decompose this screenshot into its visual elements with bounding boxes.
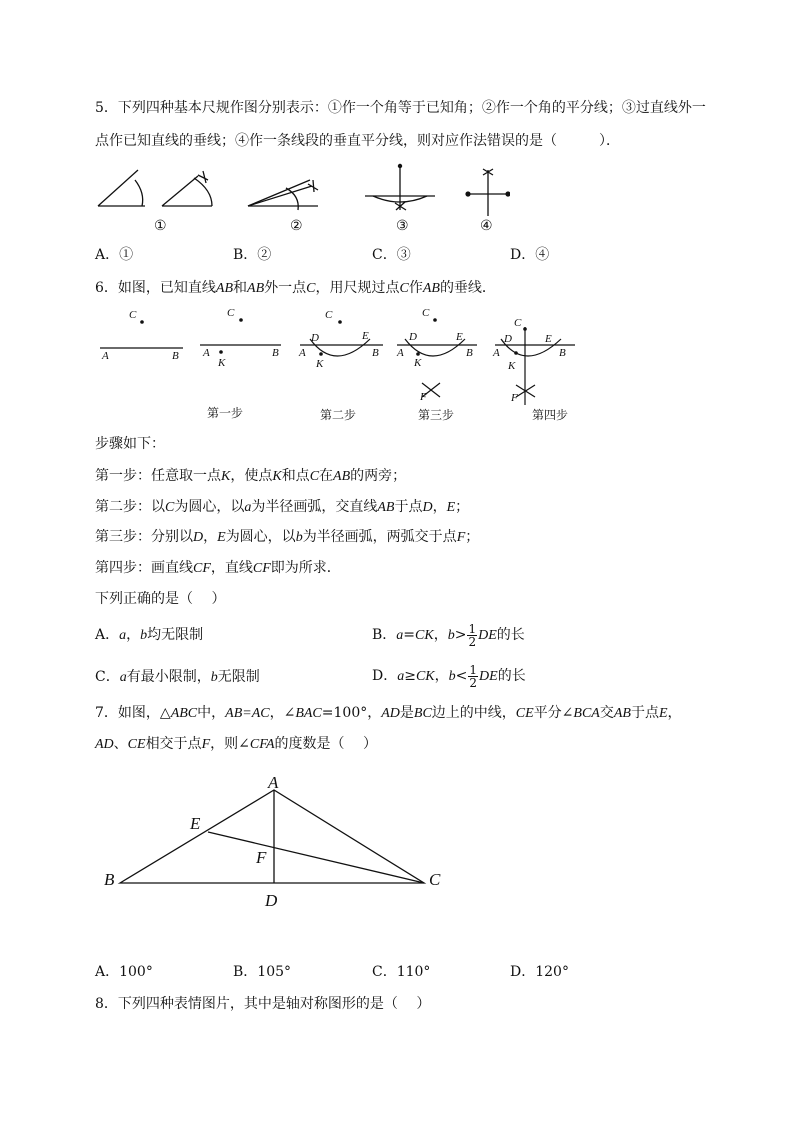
fig-label: C — [422, 307, 430, 319]
q5-option-c: C．③ — [372, 247, 411, 263]
q6-step3: 第三步：分别以D，E为圆心，以b为半径画弧，两弧交于点F； — [95, 529, 480, 545]
fig-label: A — [203, 347, 210, 359]
fig-label: B — [466, 347, 473, 359]
q7-option-b: B．105° — [233, 964, 292, 980]
q6-step1: 第一步：任意取一点K，使点K和点C在AB的两旁； — [95, 468, 407, 484]
fig-label: A — [102, 350, 109, 362]
q6-step4: 第四步：画直线CF，直线CF即为所求． — [95, 560, 341, 576]
fig1-arc — [135, 180, 143, 206]
fig2-ticks — [198, 171, 208, 183]
q8-text: 8．下列四种表情图片，其中是轴对称图形的是（ ） — [95, 996, 431, 1012]
q6-caption-4: 第四步 — [532, 408, 569, 422]
fig-label: E — [545, 333, 552, 345]
fig2-arc — [194, 178, 212, 206]
fig-label: K — [316, 358, 324, 370]
q6-option-d: D．a≥CK，b< $\frac{1}{2}$ DE的长 — [372, 662, 526, 690]
bisector-ce — [208, 832, 424, 883]
q6-option-c: C．a有最小限制，b无限制 — [95, 669, 260, 685]
fig-label: F — [511, 392, 518, 404]
q7-option-d: D．120° — [510, 964, 569, 980]
q5-line1: 5．下列四种基本尺规作图分别表示：①作一个角等于已知角；②作一个角的平分线；③过直线外一 — [95, 100, 706, 116]
fig-label: B — [172, 350, 179, 362]
q6-caption-1: 第一步 — [207, 406, 244, 420]
q5-option-a: A．① — [95, 247, 134, 263]
q6-option-a: A．a，b均无限制 — [95, 627, 204, 643]
fig-label: E — [456, 331, 463, 343]
fig-label: D — [409, 331, 417, 343]
fig-label: C — [514, 317, 522, 329]
q6-stem: 6．如图，已知直线AB和AB外一点C，用尺规过点C作AB的垂线． — [95, 280, 496, 296]
q7-label-d: D — [265, 891, 278, 910]
q7-label-c: C — [429, 870, 441, 889]
q5-fig-label-4: ④ — [480, 218, 493, 234]
q5-option-d: D．④ — [510, 247, 550, 263]
fig-label: K — [414, 357, 422, 369]
q7-option-a: A．100° — [95, 964, 153, 980]
q7-label-e: E — [190, 814, 201, 833]
q7-label-a: A — [268, 773, 279, 792]
q5-fig-label-3: ③ — [396, 218, 409, 234]
q6-caption-2: 第二步 — [320, 408, 357, 422]
fig-label: E — [362, 330, 369, 342]
fig-label: B — [272, 347, 279, 359]
fig-label: D — [311, 332, 319, 344]
q7-option-c: C．110° — [372, 964, 431, 980]
fig3-bisector — [248, 186, 312, 206]
fig-label: C — [227, 307, 235, 319]
q7-line2: AD、CE相交于点F，则∠CFA的度数是（ ） — [95, 736, 377, 752]
triangle-abc — [120, 790, 424, 883]
q7-label-b: B — [104, 870, 115, 889]
q7-line1: 7．如图，△ABC中，AB=AC，∠BAC=100°，AD是BC边上的中线，CE平分∠BCA交AB于点E， — [95, 705, 682, 721]
q6-steps-title: 步骤如下： — [95, 436, 165, 452]
fig-label: F — [420, 391, 427, 403]
q5-fig-label-1: ① — [154, 218, 167, 234]
q7-label-f: F — [256, 848, 267, 867]
fig2-angle — [162, 176, 212, 206]
fig-label: K — [218, 357, 226, 369]
fig-label: B — [559, 347, 566, 359]
q6-question: 下列正确的是（ ） — [95, 591, 226, 607]
q5-line2: 点作已知直线的垂线；④作一条线段的垂直平分线，则对应作法错误的是（ ）． — [95, 133, 620, 149]
q6-step2: 第二步：以C为圆心，以a为半径画弧，交直线AB于点D，E； — [95, 499, 470, 515]
q5-fig-label-2: ② — [290, 218, 303, 234]
q5-option-b: B．② — [233, 247, 272, 263]
fig-label: A — [397, 347, 404, 359]
fig-label: A — [299, 347, 306, 359]
fig-label: B — [372, 347, 379, 359]
fig-label: A — [493, 347, 500, 359]
fig1-angle — [98, 170, 145, 206]
fig-label: D — [504, 333, 512, 345]
fig-label: C — [129, 309, 137, 321]
fig-label: C — [325, 309, 333, 321]
fig-label: K — [508, 360, 516, 372]
q6-caption-3: 第三步 — [418, 408, 455, 422]
fig3-ticks — [308, 180, 318, 192]
q6-option-b: B．a=CK，b> $\frac{1}{2}$ DE的长 — [372, 621, 525, 649]
